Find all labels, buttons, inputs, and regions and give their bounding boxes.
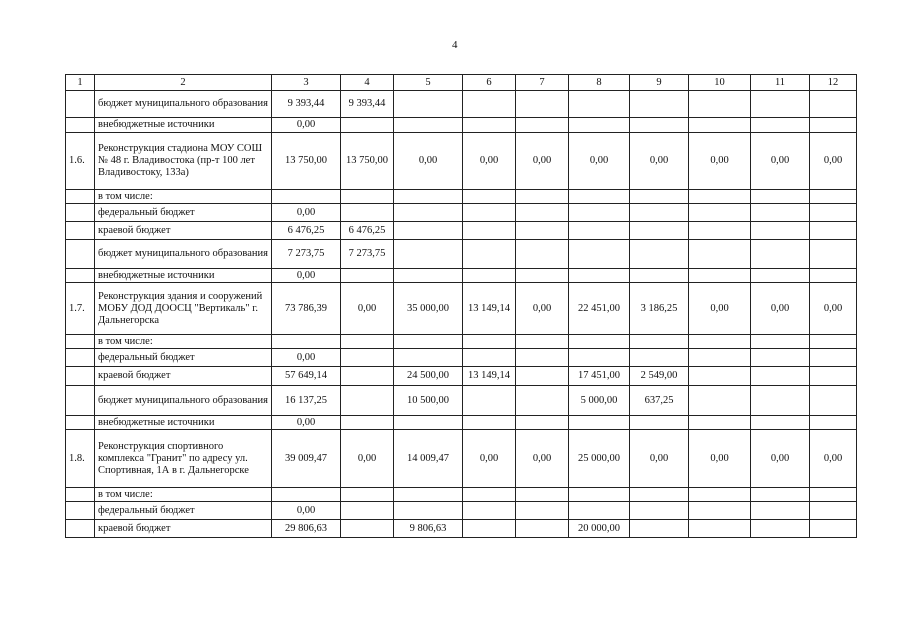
row-name: в том числе: [95,335,272,349]
value-cell [810,118,857,133]
value-cell: 0,00 [689,283,751,335]
value-cell [689,335,751,349]
value-cell: 0,00 [516,133,569,190]
value-cell [751,118,810,133]
page-number: 4 [452,39,458,51]
value-cell [272,190,341,204]
table-row [66,222,857,240]
value-cell [463,91,516,118]
value-cell [751,190,810,204]
row-number [66,349,95,367]
value-cell [463,416,516,430]
value-cell [463,190,516,204]
header-cell: 12 [810,75,857,91]
value-cell [394,416,463,430]
row-number [66,240,95,269]
value-cell [751,386,810,416]
value-cell: 25 000,00 [569,430,630,488]
value-cell [810,386,857,416]
value-cell: 10 500,00 [394,386,463,416]
value-cell: 2 549,00 [630,367,689,386]
value-cell [810,240,857,269]
value-cell: 17 451,00 [569,367,630,386]
value-cell: 5 000,00 [569,386,630,416]
table-row [66,488,857,502]
row-number [66,386,95,416]
value-cell: 13 750,00 [341,133,394,190]
value-cell [516,349,569,367]
value-cell [394,222,463,240]
value-cell: 14 009,47 [394,430,463,488]
value-cell [516,91,569,118]
row-number [66,367,95,386]
value-cell [394,502,463,520]
header-cell: 4 [341,75,394,91]
value-cell [751,349,810,367]
value-cell [689,91,751,118]
row-number [66,204,95,222]
value-cell [516,488,569,502]
row-name: Реконструкция спортивного комплекса "Гранит" по адресу ул. Спортивная, 1А в г. Дальнегорске [95,430,272,488]
value-cell: 0,00 [394,133,463,190]
value-cell: 6 476,25 [341,222,394,240]
value-cell: 35 000,00 [394,283,463,335]
value-cell [463,520,516,538]
value-cell [516,416,569,430]
value-cell [394,190,463,204]
value-cell [810,190,857,204]
value-cell [516,367,569,386]
row-name: бюджет муниципального образования [95,91,272,118]
row-number [66,520,95,538]
value-cell [569,416,630,430]
value-cell [810,367,857,386]
value-cell [516,118,569,133]
value-cell [569,222,630,240]
value-cell [751,367,810,386]
value-cell [394,118,463,133]
value-cell: 20 000,00 [569,520,630,538]
value-cell: 73 786,39 [272,283,341,335]
value-cell [810,416,857,430]
value-cell [751,502,810,520]
value-cell [341,118,394,133]
value-cell [516,204,569,222]
value-cell [810,349,857,367]
value-cell: 0,00 [810,133,857,190]
value-cell [463,118,516,133]
value-cell: 0,00 [630,133,689,190]
value-cell [516,222,569,240]
table-row [66,118,857,133]
row-name: внебюджетные источники [95,118,272,133]
value-cell [516,190,569,204]
row-number [66,335,95,349]
value-cell [751,335,810,349]
value-cell [689,118,751,133]
value-cell [341,349,394,367]
value-cell [630,488,689,502]
value-cell [630,520,689,538]
value-cell [341,190,394,204]
value-cell: 0,00 [272,118,341,133]
header-cell: 8 [569,75,630,91]
value-cell [341,502,394,520]
value-cell [341,386,394,416]
value-cell: 0,00 [272,349,341,367]
value-cell [810,502,857,520]
value-cell: 0,00 [463,430,516,488]
row-name: краевой бюджет [95,520,272,538]
header-cell: 3 [272,75,341,91]
value-cell [630,222,689,240]
value-cell [516,240,569,269]
value-cell [751,488,810,502]
value-cell [689,520,751,538]
value-cell [689,416,751,430]
row-number [66,269,95,283]
table-row [66,502,857,520]
value-cell: 13 149,14 [463,367,516,386]
row-name: бюджет муниципального образования [95,240,272,269]
value-cell: 13 149,14 [463,283,516,335]
value-cell [630,335,689,349]
value-cell [810,335,857,349]
value-cell [463,335,516,349]
row-name: бюджет муниципального образования [95,386,272,416]
value-cell: 0,00 [689,133,751,190]
value-cell [630,416,689,430]
value-cell: 0,00 [751,430,810,488]
value-cell [569,204,630,222]
row-name: краевой бюджет [95,222,272,240]
value-cell: 9 393,44 [341,91,394,118]
value-cell [394,488,463,502]
row-number: 1.6. [66,133,95,190]
value-cell: 0,00 [516,430,569,488]
table-row [66,204,857,222]
value-cell: 29 806,63 [272,520,341,538]
row-name: Реконструкция здания и сооружений МОБУ ДОД ДООСЦ "Вертикаль" г. Дальнегорска [95,283,272,335]
value-cell: 0,00 [751,283,810,335]
value-cell: 57 649,14 [272,367,341,386]
header-cell: 10 [689,75,751,91]
value-cell [341,488,394,502]
value-cell [689,222,751,240]
value-cell: 22 451,00 [569,283,630,335]
value-cell [751,416,810,430]
value-cell [569,240,630,269]
row-number [66,91,95,118]
value-cell [516,269,569,283]
value-cell [463,349,516,367]
row-name: Реконструкция стадиона МОУ СОШ № 48 г. Владивостока (пр-т 100 лет Владивостоку, 133а) [95,133,272,190]
value-cell [630,91,689,118]
value-cell [516,335,569,349]
header-cell: 1 [66,75,95,91]
value-cell [630,240,689,269]
value-cell: 16 137,25 [272,386,341,416]
value-cell [341,416,394,430]
row-number: 1.8. [66,430,95,488]
value-cell: 0,00 [341,430,394,488]
row-name: в том числе: [95,488,272,502]
value-cell [689,240,751,269]
row-name: внебюджетные источники [95,269,272,283]
value-cell [569,269,630,283]
value-cell [463,386,516,416]
value-cell: 0,00 [272,269,341,283]
row-number [66,222,95,240]
header-cell: 9 [630,75,689,91]
value-cell [630,204,689,222]
value-cell [751,91,810,118]
value-cell [569,335,630,349]
value-cell: 0,00 [810,283,857,335]
header-cell: 7 [516,75,569,91]
table-row [66,335,857,349]
value-cell: 0,00 [341,283,394,335]
value-cell: 0,00 [751,133,810,190]
value-cell: 0,00 [272,502,341,520]
row-name: краевой бюджет [95,367,272,386]
value-cell: 3 186,25 [630,283,689,335]
table-row [66,133,857,190]
value-cell [569,349,630,367]
value-cell [810,269,857,283]
value-cell [689,502,751,520]
row-number [66,190,95,204]
value-cell [341,335,394,349]
header-cell: 5 [394,75,463,91]
value-cell [751,204,810,222]
value-cell: 0,00 [516,283,569,335]
value-cell [341,269,394,283]
value-cell [516,386,569,416]
value-cell [810,222,857,240]
value-cell [751,222,810,240]
value-cell: 0,00 [463,133,516,190]
value-cell: 0,00 [272,416,341,430]
budget-table [65,74,857,538]
value-cell [569,91,630,118]
value-cell [394,349,463,367]
value-cell: 0,00 [810,430,857,488]
value-cell [810,204,857,222]
row-name: в том числе: [95,190,272,204]
value-cell: 0,00 [272,204,341,222]
value-cell [463,222,516,240]
value-cell [463,240,516,269]
value-cell [689,190,751,204]
value-cell [569,488,630,502]
table-body [66,91,857,538]
value-cell [751,269,810,283]
value-cell [630,190,689,204]
value-cell [394,91,463,118]
table-row [66,367,857,386]
value-cell [810,520,857,538]
value-cell [689,386,751,416]
table-row [66,91,857,118]
value-cell [341,520,394,538]
value-cell [569,502,630,520]
value-cell [341,367,394,386]
row-name: федеральный бюджет [95,502,272,520]
value-cell: 9 806,63 [394,520,463,538]
value-cell [272,335,341,349]
value-cell [751,520,810,538]
value-cell [689,367,751,386]
value-cell [272,488,341,502]
value-cell [751,240,810,269]
row-number: 1.7. [66,283,95,335]
header-cell: 2 [95,75,272,91]
value-cell: 39 009,47 [272,430,341,488]
value-cell [463,488,516,502]
header-cell: 6 [463,75,516,91]
table-row [66,269,857,283]
value-cell: 0,00 [630,430,689,488]
value-cell [689,349,751,367]
table-row [66,190,857,204]
value-cell [341,204,394,222]
value-cell [394,240,463,269]
value-cell [463,204,516,222]
header-row [66,75,857,91]
row-number [66,502,95,520]
value-cell [630,349,689,367]
value-cell [516,520,569,538]
row-name: федеральный бюджет [95,204,272,222]
value-cell [810,91,857,118]
row-name: федеральный бюджет [95,349,272,367]
value-cell: 0,00 [689,430,751,488]
header-cell: 11 [751,75,810,91]
value-cell [463,269,516,283]
value-cell: 7 273,75 [341,240,394,269]
value-cell [689,488,751,502]
value-cell: 9 393,44 [272,91,341,118]
value-cell [569,190,630,204]
value-cell [516,502,569,520]
table-row [66,386,857,416]
value-cell [569,118,630,133]
value-cell: 7 273,75 [272,240,341,269]
table-row [66,416,857,430]
value-cell: 6 476,25 [272,222,341,240]
value-cell [463,502,516,520]
value-cell [394,204,463,222]
value-cell [630,118,689,133]
row-number [66,118,95,133]
value-cell: 637,25 [630,386,689,416]
table-row [66,520,857,538]
value-cell [810,488,857,502]
value-cell: 24 500,00 [394,367,463,386]
value-cell: 13 750,00 [272,133,341,190]
value-cell [394,335,463,349]
row-number [66,488,95,502]
row-name: внебюджетные источники [95,416,272,430]
table-row [66,283,857,335]
row-number [66,416,95,430]
value-cell [630,269,689,283]
value-cell [630,502,689,520]
value-cell [689,269,751,283]
value-cell [689,204,751,222]
value-cell: 0,00 [569,133,630,190]
table-row [66,430,857,488]
table-row [66,240,857,269]
table-row [66,349,857,367]
value-cell [394,269,463,283]
